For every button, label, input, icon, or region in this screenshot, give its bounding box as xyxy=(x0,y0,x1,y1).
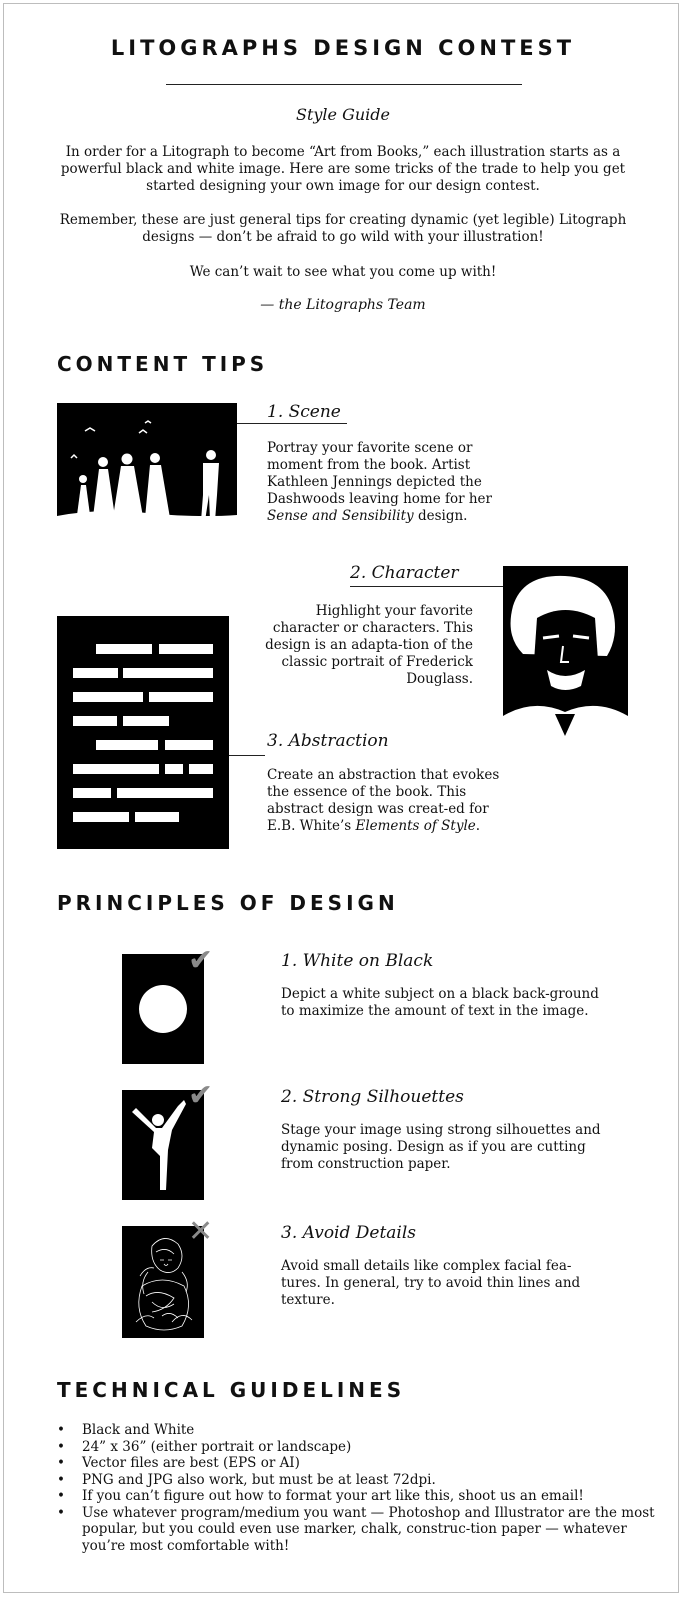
abstract-bar xyxy=(73,812,129,822)
abstraction-tip-body xyxy=(267,767,515,835)
character-illustration xyxy=(503,566,628,736)
abstraction-rule xyxy=(229,755,265,756)
list-item: • 24” x 36” (either portrait or landscape) xyxy=(55,1439,655,1456)
abstract-bar xyxy=(149,692,213,702)
abstract-bar xyxy=(73,716,117,726)
abstract-bar xyxy=(135,812,179,822)
abstraction-tip-title: 3. Abstraction xyxy=(267,731,389,751)
list-item: • Vector files are best (EPS or AI) xyxy=(55,1455,655,1472)
check-icon: ✔ xyxy=(188,1078,214,1113)
page-title: LITOGRAPHS DESIGN CONTEST xyxy=(110,36,576,60)
scene-rule xyxy=(237,423,347,424)
intro-paragraph-3: We can’t wait to see what you come up with! xyxy=(189,264,497,280)
abstraction-body-end: . xyxy=(475,818,481,834)
list-item: • PNG and JPG also work, but must be at least 72dpi. xyxy=(55,1472,655,1489)
abstract-bar xyxy=(159,644,213,654)
abstract-bar xyxy=(165,740,213,750)
intro-paragraph-2: Remember, these are just general tips for creating dynamic (yet legible) Litograph designs — don’t be afraid to go wild with your illustration! xyxy=(59,212,627,245)
frederick-douglass-portrait-icon xyxy=(503,566,628,736)
scene-body-end: design. xyxy=(413,508,468,524)
technical-bullet-list xyxy=(55,1422,655,1554)
scene-body-text: Portray your favorite scene or moment from the book. Artist Kathleen Jennings depicted the Dashwoods leaving home for her xyxy=(267,440,493,507)
abstract-bar xyxy=(73,692,143,702)
abstraction-body-text: Create an abstraction that evokes the essence of the book. This abstract design was creat-ed for E.B. White’s xyxy=(267,767,500,834)
scene-tip-body xyxy=(267,440,517,525)
character-tip-title: 2. Character xyxy=(350,563,459,583)
signoff: — the Litographs Team xyxy=(260,297,426,313)
abstract-bar xyxy=(189,764,213,774)
scene-illustration xyxy=(57,403,237,530)
abstract-bar xyxy=(73,668,118,678)
abstraction-illustration xyxy=(57,616,229,849)
intro-paragraph-1: In order for a Litograph to become “Art from Books,” each illustration starts as a powerful black and white image. Here are some tricks of the trade to help you get started designing your own image for our design contest. xyxy=(60,144,626,194)
character-tip-body: Highlight your favorite character or characters. This design is an adapta-tion of the classic portrait of Frederick Douglass. xyxy=(265,603,473,687)
principles-heading: PRINCIPLES OF DESIGN xyxy=(57,891,399,915)
style-guide-subtitle: Style Guide xyxy=(295,105,390,124)
dashwoods-silhouette-icon xyxy=(57,403,237,530)
principle-1-title: 1. White on Black xyxy=(281,951,434,971)
abstract-bar xyxy=(73,764,159,774)
principle-2-body: Stage your image using strong silhouettes and dynamic posing. Design as if you are cutting from construction paper. xyxy=(281,1122,601,1172)
abstract-bar xyxy=(96,740,158,750)
scene-book-title: Sense and Sensibility xyxy=(267,508,414,524)
list-item: • Black and White xyxy=(55,1422,655,1439)
check-icon: ✔ xyxy=(188,943,214,978)
abstract-bar xyxy=(73,788,111,798)
technical-heading: TECHNICAL GUIDELINES xyxy=(57,1378,406,1402)
abstract-bar xyxy=(123,716,169,726)
scene-tip-title: 1. Scene xyxy=(267,402,341,422)
list-item: • If you can’t figure out how to format your art like this, shoot us an email! xyxy=(55,1488,655,1505)
principle-3-body: Avoid small details like complex facial fea-tures. In general, try to avoid thin lines and texture. xyxy=(281,1258,581,1308)
principle-2-title: 2. Strong Silhouettes xyxy=(281,1087,464,1107)
principle-1-body: Depict a white subject on a black back-ground to maximize the amount of text in the image. xyxy=(281,986,599,1019)
list-item: • Use whatever program/medium you want — Photoshop and Illustrator are the most popular, but you could even use marker, chalk, construc-tion paper — whatever you’re most comfortable with! xyxy=(55,1505,655,1555)
character-rule xyxy=(350,586,503,587)
title-rule xyxy=(166,84,522,85)
x-icon: ✕ xyxy=(188,1214,214,1249)
abstract-bar xyxy=(165,764,183,774)
abstraction-book-title: Elements of Style xyxy=(355,818,476,834)
abstract-bar xyxy=(96,644,152,654)
abstract-bar xyxy=(123,668,213,678)
abstract-bar xyxy=(117,788,213,798)
content-tips-heading: CONTENT TIPS xyxy=(57,352,269,376)
principle-3-title: 3. Avoid Details xyxy=(281,1223,417,1243)
